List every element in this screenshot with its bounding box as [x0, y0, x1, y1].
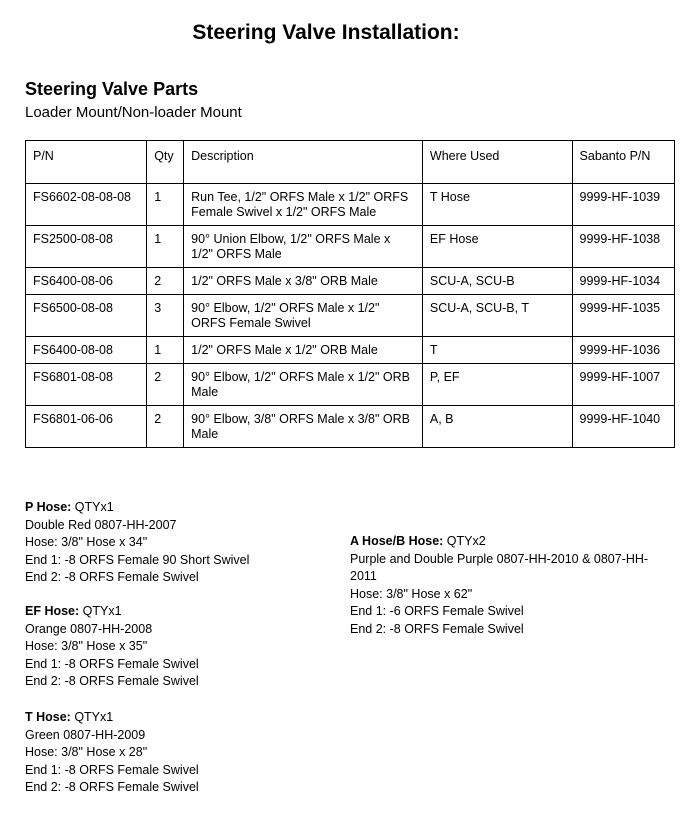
table-row	[26, 184, 675, 226]
table-row	[26, 268, 675, 295]
cell-qty: 1	[147, 337, 184, 364]
cell-pn: FS6400-08-06	[26, 268, 147, 295]
table-row	[26, 364, 675, 406]
ef-hose-block	[25, 603, 199, 691]
table-row	[26, 337, 675, 364]
cell-qty: 2	[147, 406, 184, 448]
cell-qty: 1	[147, 226, 184, 268]
ef-hose-label: EF Hose:	[25, 604, 80, 618]
cell-qty: 2	[147, 268, 184, 295]
cell-pn: FS6400-08-08	[26, 337, 147, 364]
table-row	[26, 406, 675, 448]
p-hose-color: Double Red 0807-HH-2007	[25, 517, 177, 532]
ab-hose-qty: QTYx2	[443, 534, 486, 548]
p-hose-qty: QTYx1	[71, 500, 114, 514]
cell-description: Run Tee, 1/2" ORFS Male x 1/2" ORFS Female Swivel x 1/2" ORFS Male	[184, 184, 423, 226]
table-row	[26, 226, 675, 268]
ef-hose-qty: QTYx1	[79, 604, 122, 618]
ab-hose-label: A Hose/B Hose:	[350, 534, 444, 548]
cell-where-used: P, EF	[422, 364, 572, 406]
cell-where-used: SCU-A, SCU-B, T	[422, 295, 572, 337]
cell-description: 1/2" ORFS Male x 3/8" ORB Male	[184, 268, 423, 295]
ab-hose-spec: Hose: 3/8" Hose x 62"	[350, 586, 473, 601]
cell-sabanto-pn: 9999-HF-1035	[572, 295, 674, 337]
ab-hose-block	[350, 533, 650, 638]
t-hose-end-2: End 2: -8 ORFS Female Swivel	[25, 780, 199, 794]
t-hose-qty: QTYx1	[70, 710, 114, 724]
t-hose-block	[25, 709, 199, 797]
p-hose-spec: Hose: 3/8" Hose x 34"	[25, 535, 148, 549]
t-hose-label: T Hose:	[25, 710, 71, 724]
cell-pn: FS2500-08-08	[26, 226, 147, 268]
cell-description: 1/2" ORFS Male x 1/2" ORB Male	[184, 337, 423, 364]
table-header-row	[26, 141, 675, 184]
p-hose-end-2: End 2: -8 ORFS Female Swivel	[25, 570, 199, 584]
cell-qty: 1	[147, 184, 184, 226]
cell-pn: FS6801-06-06	[26, 406, 147, 448]
t-hose-spec: Hose: 3/8" Hose x 28"	[25, 745, 148, 759]
cell-pn: FS6801-08-08	[26, 364, 147, 406]
cell-where-used: A, B	[422, 406, 572, 448]
cell-sabanto-pn: 9999-HF-1036	[572, 337, 674, 364]
cell-where-used: T Hose	[422, 184, 572, 226]
t-hose-end-1: End 1: -8 ORFS Female Swivel	[25, 762, 199, 777]
parts-table	[25, 140, 675, 448]
cell-qty: 3	[147, 295, 184, 337]
cell-description: 90° Elbow, 3/8" ORFS Male x 3/8" ORB Male	[184, 406, 423, 448]
ab-hose-heading	[350, 533, 650, 551]
t-hose-heading	[25, 709, 199, 727]
cell-sabanto-pn: 9999-HF-1007	[572, 364, 674, 406]
cell-where-used: EF Hose	[422, 226, 572, 268]
header-sabanto-pn: Sabanto P/N	[572, 141, 674, 184]
cell-pn: FS6500-08-08	[26, 295, 147, 337]
section-subtitle: Loader Mount/Non-loader Mount	[25, 104, 242, 121]
p-hose-end-1: End 1: -8 ORFS Female 90 Short Swivel	[25, 552, 250, 567]
cell-where-used: T	[422, 337, 572, 364]
ab-hose-color: Purple and Double Purple 0807-HH-2010 & 0807-HH-2011	[350, 551, 649, 583]
ef-hose-end-2: End 2: -8 ORFS Female Swivel	[25, 674, 199, 688]
cell-sabanto-pn: 9999-HF-1040	[572, 406, 674, 448]
cell-sabanto-pn: 9999-HF-1034	[572, 268, 674, 295]
ef-hose-color: Orange 0807-HH-2008	[25, 621, 153, 636]
cell-where-used: SCU-A, SCU-B	[422, 268, 572, 295]
header-where-used: Where Used	[422, 141, 572, 184]
p-hose-heading	[25, 499, 249, 517]
p-hose-label: P Hose:	[25, 500, 72, 514]
cell-sabanto-pn: 9999-HF-1038	[572, 226, 674, 268]
cell-sabanto-pn: 9999-HF-1039	[572, 184, 674, 226]
cell-description: 90° Union Elbow, 1/2" ORFS Male x 1/2" ORFS Male	[184, 226, 423, 268]
ab-hose-end-1: End 1: -6 ORFS Female Swivel	[350, 604, 524, 618]
cell-qty: 2	[147, 364, 184, 406]
t-hose-color: Green 0807-HH-2009	[25, 727, 146, 742]
cell-description: 90° Elbow, 1/2" ORFS Male x 1/2" ORB Male	[184, 364, 423, 406]
section-title: Steering Valve Parts	[25, 79, 199, 99]
p-hose-block	[25, 499, 249, 587]
header-description: Description	[184, 141, 423, 184]
table-row	[26, 295, 675, 337]
cell-pn: FS6602-08-08-08	[26, 184, 147, 226]
header-pn: P/N	[26, 141, 147, 184]
page-title: Steering Valve Installation:	[192, 21, 460, 44]
ef-hose-spec: Hose: 3/8" Hose x 35"	[25, 639, 148, 653]
cell-description: 90° Elbow, 1/2" ORFS Male x 1/2" ORFS Female Swivel	[184, 295, 423, 337]
ef-hose-heading	[25, 603, 199, 621]
ef-hose-end-1: End 1: -8 ORFS Female Swivel	[25, 656, 199, 671]
header-qty: Qty	[147, 141, 184, 184]
ab-hose-end-2: End 2: -8 ORFS Female Swivel	[350, 621, 524, 636]
